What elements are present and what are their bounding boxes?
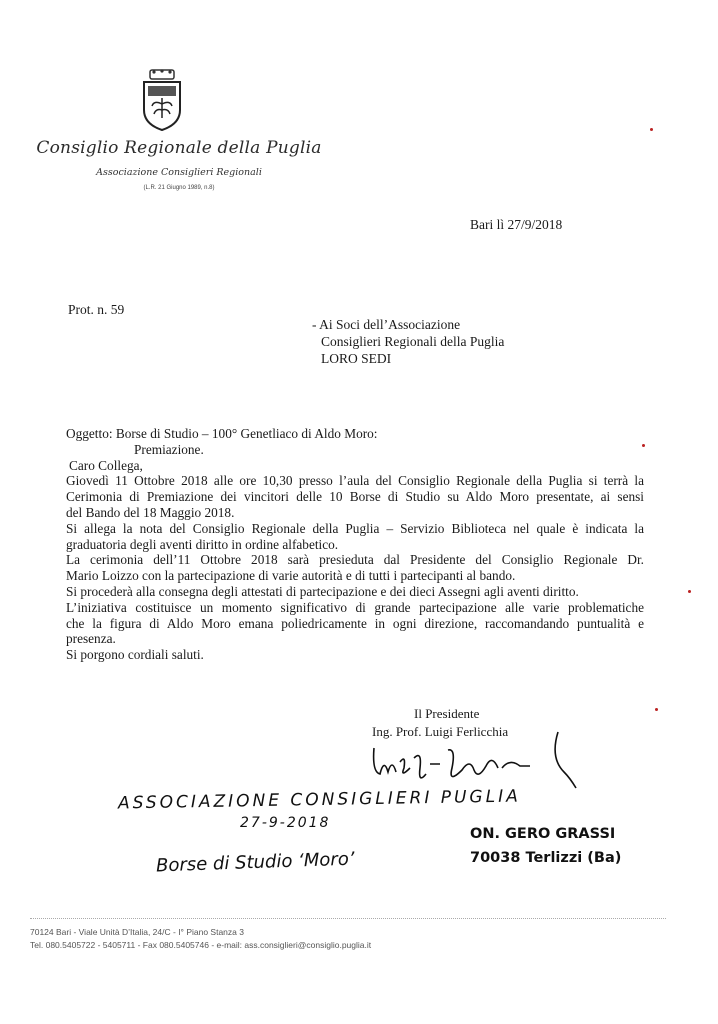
footer-divider bbox=[30, 918, 666, 919]
closing-line: Si porgono cordiali saluti. bbox=[66, 647, 204, 663]
law-reference: (L.R. 21 Giugno 1989, n.8) bbox=[143, 185, 215, 191]
scan-speck bbox=[655, 708, 658, 711]
paragraph-line: Cerimonia di Premiazione dei vincitori delle 10 Borse di Studio su Aldo Moro presentate, ai sensi bbox=[66, 489, 644, 505]
handwritten-note-date: 27-9-2018 bbox=[240, 815, 331, 831]
letter-body bbox=[66, 426, 644, 663]
recipient-line: - Ai Soci dell’Associazione bbox=[312, 317, 461, 332]
scan-speck bbox=[642, 444, 645, 447]
salutation: Caro Collega, bbox=[69, 457, 143, 473]
scan-speck bbox=[650, 128, 653, 131]
paragraph-line: del Bando del 18 Maggio 2018. bbox=[66, 504, 235, 520]
recipient-line: Consiglieri Regionali della Puglia bbox=[321, 334, 505, 349]
handwritten-note-association: ASSOCIAZIONE CONSIGLIERI PUGLIA bbox=[117, 786, 521, 814]
paragraph-line: che la figura di Aldo Moro emana poliedricamente in ogni direzione, raccomandando puntualità e bbox=[66, 615, 644, 631]
protocol-number: Prot. n. 59 bbox=[68, 302, 125, 317]
signatory-name: Ing. Prof. Luigi Ferlicchia bbox=[372, 724, 509, 739]
subject-continuation: Premiazione. bbox=[134, 441, 204, 457]
sender-stamp bbox=[470, 822, 621, 870]
letter-date: Bari lì 27/9/2018 bbox=[470, 217, 563, 232]
paragraph-line: Mario Loizzo con la partecipazione di varie autorità e di tutti i partecipanti al bando. bbox=[66, 568, 516, 584]
paragraph-line: graduatoria degli aventi diritto in ordine alfabetico. bbox=[66, 536, 339, 552]
paragraph-line: presenza. bbox=[66, 631, 116, 647]
paragraph-line: Si allega la nota del Consiglio Regionale della Puglia – Servizio Biblioteca nel quale è indicata la bbox=[66, 520, 644, 536]
scan-speck bbox=[688, 590, 691, 593]
paragraph-line: L’iniziativa costituisce un momento significativo di grande partecipazione alle varie problematiche bbox=[66, 599, 644, 615]
paragraph-line: La cerimonia dell’11 Ottobre 2018 sarà presieduta dal Presidente del Consiglio Regionale Dr. bbox=[66, 552, 644, 568]
recipient-line: LORO SEDI bbox=[321, 351, 392, 366]
handwritten-note-subject: Borse di Studio ‘Moro’ bbox=[155, 848, 355, 877]
recipients-block bbox=[312, 316, 504, 367]
signatory-title: Il Presidente bbox=[414, 706, 480, 721]
footer-contacts: Tel. 080.5405722 - 5405711 - Fax 080.5405746 - e-mail: ass.consiglieri@consiglio.puglia.it bbox=[30, 940, 372, 950]
organization-name: Consiglio Regionale della Puglia bbox=[36, 138, 322, 158]
association-name: Associazione Consiglieri Regionali bbox=[96, 167, 262, 178]
footer bbox=[30, 926, 371, 952]
regional-crest-icon bbox=[138, 68, 186, 132]
subject-line: Oggetto: Borse di Studio – 100° Genetliaco di Aldo Moro: bbox=[66, 426, 378, 441]
stamp-name: ON. GERO GRASSI bbox=[470, 826, 616, 842]
paragraph-line: Giovedì 11 Ottobre 2018 alle ore 10,30 presso l’aula del Consiglio Regionale della Puglia si terrà la bbox=[66, 473, 644, 489]
paragraph-line: Si procederà alla consegna degli attestati di partecipazione e dei dieci Assegni agli aventi diritto. bbox=[66, 583, 579, 599]
stamp-location: 70038 Terlizzi (Ba) bbox=[470, 850, 622, 866]
footer-address: 70124 Bari - Viale Unità D’Italia, 24/C - I° Piano Stanza 3 bbox=[30, 927, 244, 937]
